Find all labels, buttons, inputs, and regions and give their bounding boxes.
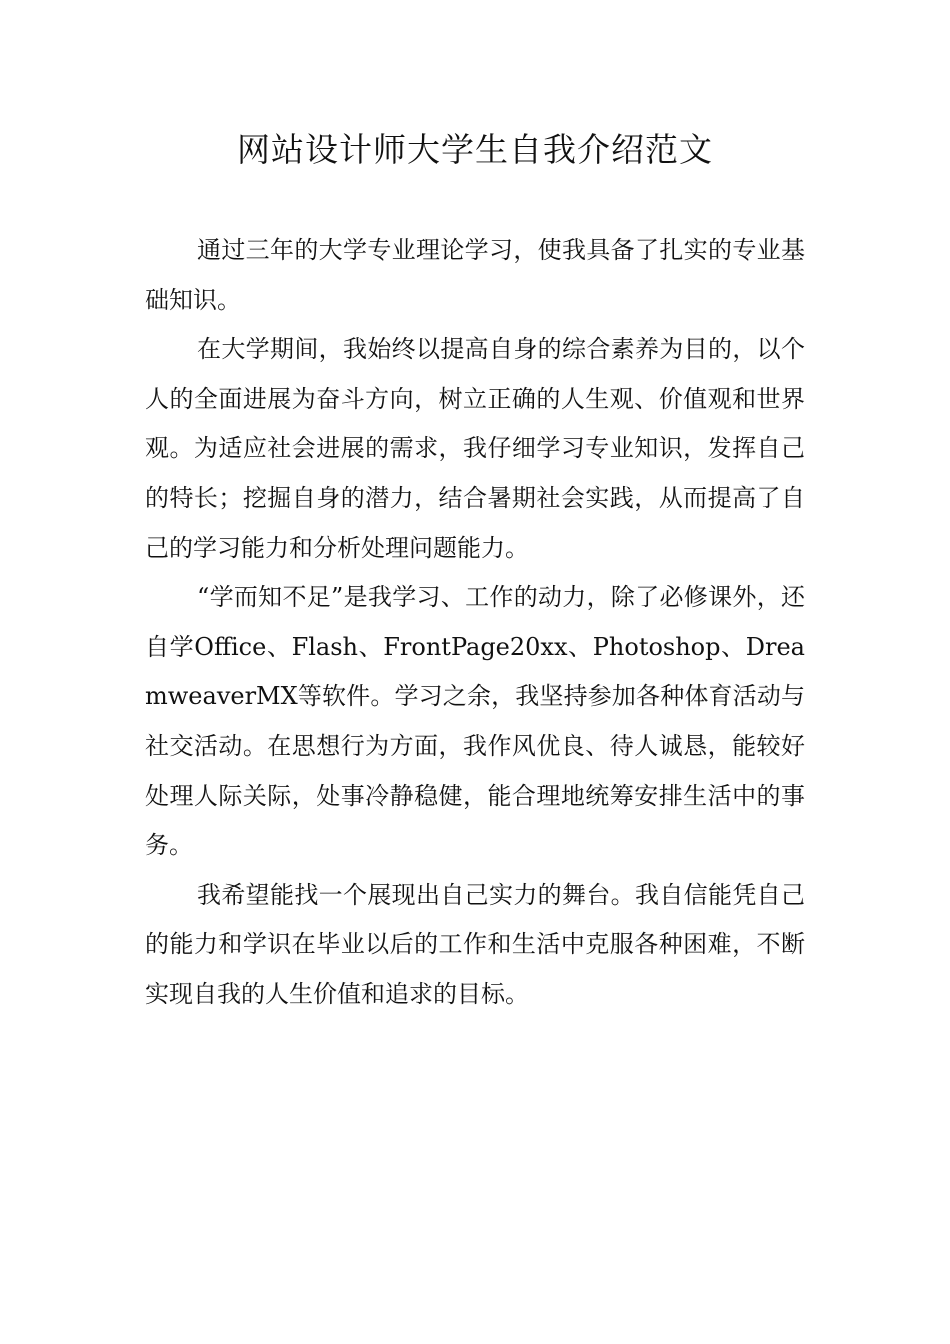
paragraph-4: 我希望能找一个展现出自己实力的舞台。我自信能凭自己的能力和学识在毕业以后的工作和生活中克服各种困难，不断实现自我的人生价值和追求的目标。 [145, 880, 805, 1008]
paragraph-1: 通过三年的大学专业理论学习，使我具备了扎实的专业基础知识。 [145, 236, 805, 314]
paragraph-2: 在大学期间，我始终以提高自身的综合素养为目的，以个人的全面进展为奋斗方向，树立正确的人生观、价值观和世界观。为适应社会进展的需求，我仔细学习专业知识，发挥自己的特长；挖掘自身的潜力，结合暑期社会实践，从而提高了自己的学习能力和分析处理问题能力。 [145, 335, 805, 562]
paragraph-3: “学而知不足”是我学习、工作的动力，除了必修课外，还自学Office、Flash、FrontPage20xx、Photoshop、DreamweaverMX等软件。学习之余，我坚持参加各种体育活动与社交活动。在思想行为方面，我作风优良、待人诚恳，能较好处理人际关际，处事冷静稳健，能合理地统筹安排生活中的事务。 [145, 583, 805, 860]
document-body [145, 226, 805, 1020]
document-title: 网站设计师大学生自我介绍范文 [237, 130, 713, 169]
